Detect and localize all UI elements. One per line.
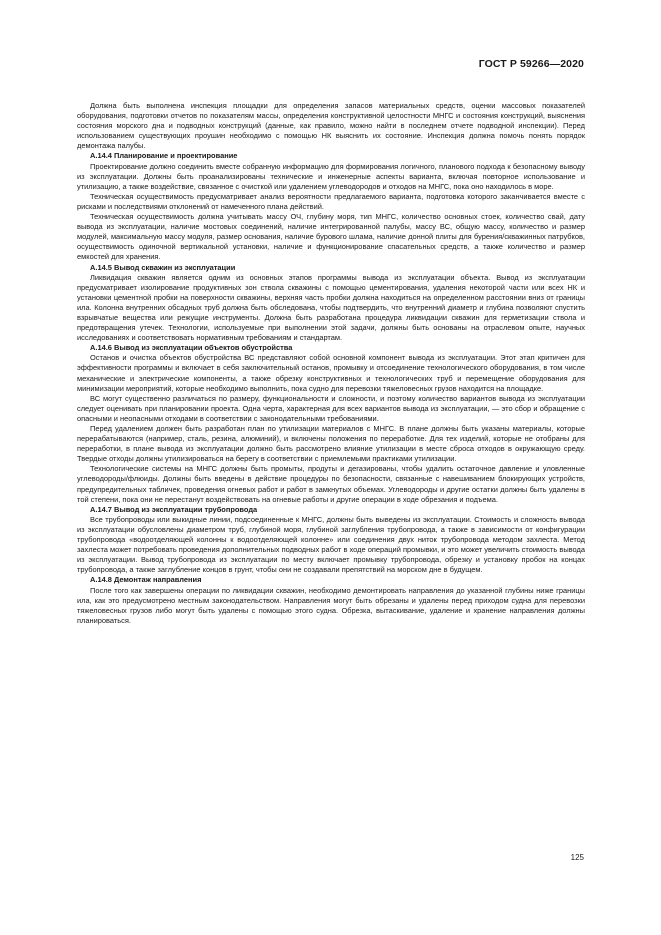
paragraph-facility-shutdown: Останов и очистка объектов обустройства ВС представляют собой основной компонент вывода из эксплуатации. Этот этап критичен для эффективности программы и включает в себя заключительный останов, промывку и отсоединение технологического оборудования, в том числе механические и электрические компоненты, а также обрезку конструктивных и технологических труб и перемещение оборудования для минимизации мероприятий, которые необходимо выполнить, пока судно для перевозки тяжеловесных грузов находится на площадке. xyxy=(77,353,585,393)
section-heading-a14-8: А.14.8 Демонтаж направления xyxy=(90,575,202,585)
paragraph-design-approach: Проектирование должно соединить вместе собранную информацию для формирования логичного, планового подхода к безопасному выводу из эксплуатации. Должны быть проанализированы технические и инженерные аспекты варианта, включая повторное использование и утилизацию, а также воздействие, связанное с очисткой или удалением углеводородов и отходов на МНГС, пока оно находилось в море. xyxy=(77,161,585,191)
page-number: 125 xyxy=(570,853,584,862)
section-heading-a14-5: А.14.5 Вывод скважин из эксплуатации xyxy=(90,262,236,272)
section-heading-a14-7: А.14.7 Вывод из эксплуатации трубопровода xyxy=(90,504,258,514)
paragraph-conductor-removal: После того как завершены операции по ликвидации скважин, необходимо демонтировать направления до указанной глубины ниже границы ила, как это предусмотрено местным законодательством. Направления могут быть обрезаны и удалены перед приходом судна для перевозки тяжеловесных грузов либо могут быть удалены с помощью этого судна. Обрезка, вытаскивание, удаление и хранение направления должны планироваться. xyxy=(77,585,585,625)
section-heading-a14-4: А.14.4 Планирование и проектирование xyxy=(90,151,238,161)
paragraph-material-disposal-plan: Перед удалением должен быть разработан план по утилизации материалов с МНГС. В плане должны быть указаны материалы, которые перерабатываются (например, сталь, резина, алюминий), и включены положения по переработке. Для тех изделий, которые не отобраны для переработки, в плане вывода из эксплуатации должно быть рассмотрено влияние утилизации в месте сброса отходов в окружающую среду. Твердые отходы должны утилизироваться на берегу в соответствии с приемлемыми практиками утилизации. xyxy=(77,424,585,464)
section-heading-a14-6: А.14.6 Вывод из эксплуатации объектов обустройства xyxy=(90,343,293,353)
paragraph-topsides-variants: ВС могут существенно различаться по размеру, функциональности и сложности, и поэтому количество вариантов вывода из эксплуатации следует оценивать при планировании проекта. Одна черта, характерная для всех вариантов вывода из эксплуатации, — это сбор и обращение с опасными и неопасными отходами в соответствии с законодательными требованиями. xyxy=(77,393,585,423)
paragraph-pipeline-decommissioning: Все трубопроводы или выкидные линии, подсоединенные к МНГС, должны быть выведены из эксплуатации. Стоимость и сложность вывода из эксплуатации обусловлены диаметром труб, глубиной моря, глубиной заглубления трубопровода, а также в зависимости от конфигурации трубопровода «водоотделяющей колонны к водоотделяющей колонне» или соединения двух ниток трубопровода методом захлеста. Метод захлеста может потребовать проведения дополнительных подводных работ в ходе операций промывки, и это может увеличить стоимость вывода из эксплуатации. Вывод трубопровода из эксплуатации по месту включает промывку трубопровода, обрезку и установку пробок на концах трубопровода, а также заглубление концов в грунт, чтобы они не создавали препятствий на морском дне в будущем. xyxy=(77,514,585,575)
document-body xyxy=(77,101,585,626)
paragraph-feasibility-analysis: Техническая осуществимость предусматривает анализ вероятности предлагаемого варианта, подготовка которого заканчивается вместе с рисками и последствиями отклонений от намеченного плана действий. xyxy=(77,191,585,211)
paragraph-process-systems-cleaning: Технологические системы на МНГС должны быть промыты, продуты и дегазированы, чтобы удалить остаточное давление и уловленные углеводороды/флюиды. Должны быть введены в действие процедуры по безопасности, связанные с навешиванием блокирующих устройств, предупредительных табличек, проведения огневых работ и работ в замкнутых объемах. Углеводороды и другие остатки должны быть удалены в той степени, пока они не перестанут воздействовать на огневые работы и другие операции в ходе обрезания и подъема. xyxy=(77,464,585,504)
paragraph-inspection: Должна быть выполнена инспекция площадки для определения запасов материальных средств, оценки массовых показателей оборудования, подготовки отчетов по показателям массы, определения конструктивной целостности МНГС и состояния конструкций, выяснения состояния морского дна и подводных конструкций (данные, как правило, можно найти в последнем отчете подводной инспекции). Перед использованием существующих проушин необходимо с помощью НК выяснить их состояние. Инспекция должна помочь понять порядок демонтажа палубы. xyxy=(77,101,585,151)
standard-designation: ГОСТ Р 59266—2020 xyxy=(478,58,584,70)
paragraph-feasibility-factors: Техническая осуществимость должна учитывать массу ОЧ, глубину моря, тип МНГС, количество основных стоек, количество свай, дату вывода из эксплуатации, наличие мостовых соединений, наличие интегрированной палубы, массу ВС, общую массу, количество и размер модулей, максимальную массу модуля, размер основания, наличие бурового шлама, наличие донной плиты для бурения/скважинных патрубков, осуществимость одиночной вертикальной установки, наличие и функционирование спасательных средств, а также количество и размер емкостей для хранения. xyxy=(77,212,585,262)
paragraph-well-abandonment: Ликвидация скважин является одним из основных этапов программы вывода из эксплуатации объекта. Вывод из эксплуатации предусматривает изолирование продуктивных зон ствола скважины с помощью цементирования, удаления некоторой части или всех НК и установки цементной пробки на поверхности скважины, верхняя часть пробки должна находиться на определенном расстоянии вниз от границы ила. Колонна внутренних обсадных труб должна быть обследована, чтобы подтвердить, что внутренний диаметр и глубина позволяют спустить взрывчатые вещества или режущие инструменты. Должна быть разработана процедура ликвидации скважин для герметизации ствола и предотвращения утечек. Технологии, используемые при выполнении этой задачи, должны быть основаны на отраслевом опыте, научных исследованиях и соответствовать нормативным требованиям и стандартам. xyxy=(77,272,585,343)
